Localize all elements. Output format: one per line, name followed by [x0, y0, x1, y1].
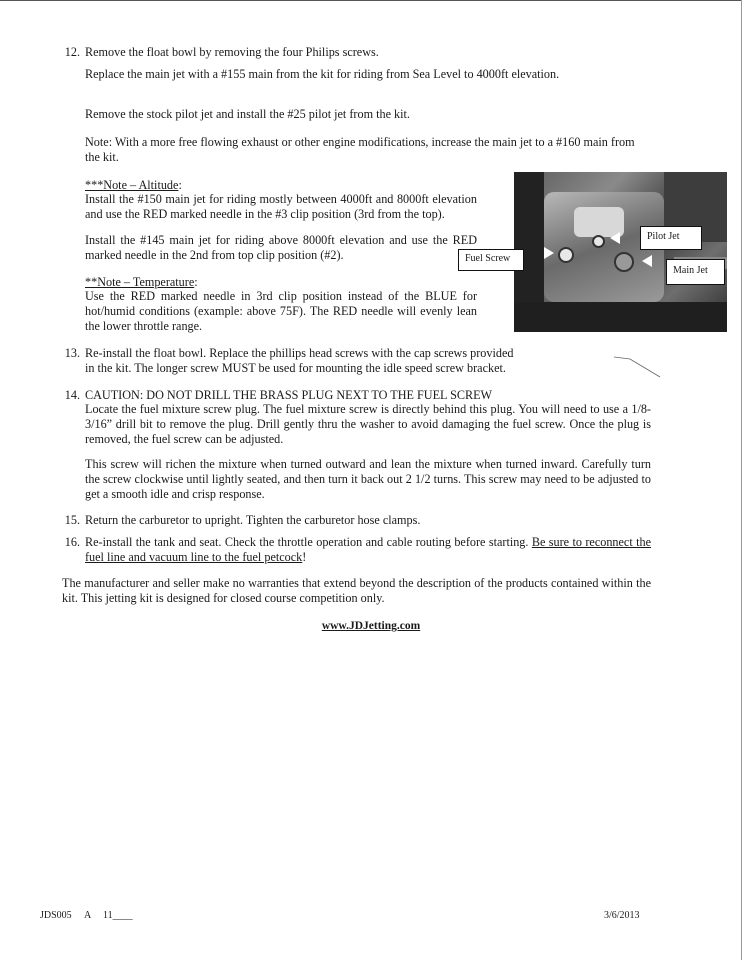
- main-jet-hole: [614, 252, 634, 272]
- fuel-screw-label: Fuel Screw: [458, 249, 524, 271]
- temperature-note-colon: :: [194, 275, 198, 289]
- main-jet-arrow-icon: [642, 255, 652, 267]
- footer-page: 11____: [103, 910, 133, 921]
- disclaimer-text: The manufacturer and seller make no warranties that extend beyond the description of the products contained within the kit. This jetting kit is designed for closed course competition only.: [62, 576, 651, 605]
- step-16-text-end: !: [302, 550, 307, 564]
- temperature-note-text: Use the RED marked needle in 3rd clip position instead of the BLUE for hot/humid conditions (example: above 75F). The RED needle will evenly lean the lower throttle range.: [85, 289, 477, 333]
- step-12-heading: Remove the float bowl by removing the four Philips screws.: [85, 45, 379, 59]
- step-15-text: Return the carburetor to upright. Tighten the carburetor hose clamps.: [85, 513, 421, 527]
- step-14-text-2: This screw will richen the mixture when turned outward and lean the mixture when turned inward. Carefully turn the screw clockwise until lightly seated, and then turn it back out 2 1/2 turns. This screw may need to be adjusted to get a smooth idle and crisp response.: [85, 457, 651, 501]
- page-top-edge: [0, 0, 742, 1]
- altitude-note-heading: [85, 178, 182, 193]
- main-jet-label: Main Jet: [666, 259, 725, 285]
- temperature-note-heading: [85, 275, 198, 290]
- step-16-number: 16.: [64, 535, 80, 549]
- pilot-jet-arrow-icon: [610, 232, 620, 244]
- altitude-note-text-2: Install the #145 main jet for riding above 8000ft elevation and use the RED marked needle in the 2nd from top clip position (#2).: [85, 233, 477, 262]
- step-12-pilot-jet-text: Remove the stock pilot jet and install the #25 pilot jet from the kit.: [85, 107, 410, 121]
- step-13-number: 13.: [64, 346, 80, 360]
- temperature-note-title: **Note – Temperature: [85, 275, 195, 289]
- step-14-text-1: Locate the fuel mixture screw plug. The fuel mixture screw is directly behind this plug. You will need to use a 1/8-3/16” drill bit to remove the plug. Drill gently thru the washer to avoid damaging the fuel screw. Once the plug is removed, the fuel screw can be adjusted.: [85, 402, 651, 446]
- photo-shadow-bottom: [514, 302, 727, 332]
- footer-doc-code: JDS005: [40, 910, 72, 921]
- fuel-screw-arrow-icon: [544, 247, 554, 259]
- footer-date: 3/6/2013: [604, 910, 640, 921]
- altitude-note-text-1: Install the #150 main jet for riding mostly between 4000ft and 8000ft elevation and use the RED marked needle in the #3 clip position (3rd from the top).: [85, 192, 477, 221]
- step-16-text: [85, 535, 651, 565]
- website-link[interactable]: www.JDJetting.com: [321, 620, 421, 632]
- altitude-note-colon: :: [178, 178, 182, 192]
- step-13-text: Re-install the float bowl. Replace the phillips head screws with the cap screws provided in the kit. The longer screw MUST be used for mounting the idle speed screw bracket.: [85, 346, 514, 375]
- step-14-caution-heading: CAUTION: DO NOT DRILL THE BRASS PLUG NEXT TO THE FUEL SCREW: [85, 388, 493, 402]
- fuel-screw-plug: [558, 247, 574, 263]
- pilot-jet-label: Pilot Jet: [640, 226, 702, 250]
- altitude-note-title: ***Note – Altitude: [85, 178, 179, 192]
- carburetor-photo: [514, 172, 727, 332]
- footer-revision: A: [84, 910, 92, 921]
- pilot-jet-hole: [592, 235, 605, 248]
- step-16-text-underlined: Be sure to reconnect the fuel line and vacuum line to the fuel petcock: [85, 535, 651, 564]
- step-15-number: 15.: [64, 513, 80, 527]
- step-14-number: 14.: [64, 388, 80, 402]
- stray-pen-mark-icon: [612, 355, 662, 380]
- step-12-note-text: Note: With a more free flowing exhaust or other engine modifications, increase the main jet to a #160 main from the kit.: [85, 135, 635, 164]
- step-12-main-jet-text: Replace the main jet with a #155 main from the kit for riding from Sea Level to 4000ft elevation.: [85, 67, 560, 81]
- step-16-text-plain: Re-install the tank and seat. Check the throttle operation and cable routing before starting.: [85, 535, 532, 549]
- step-12-number: 12.: [64, 45, 80, 59]
